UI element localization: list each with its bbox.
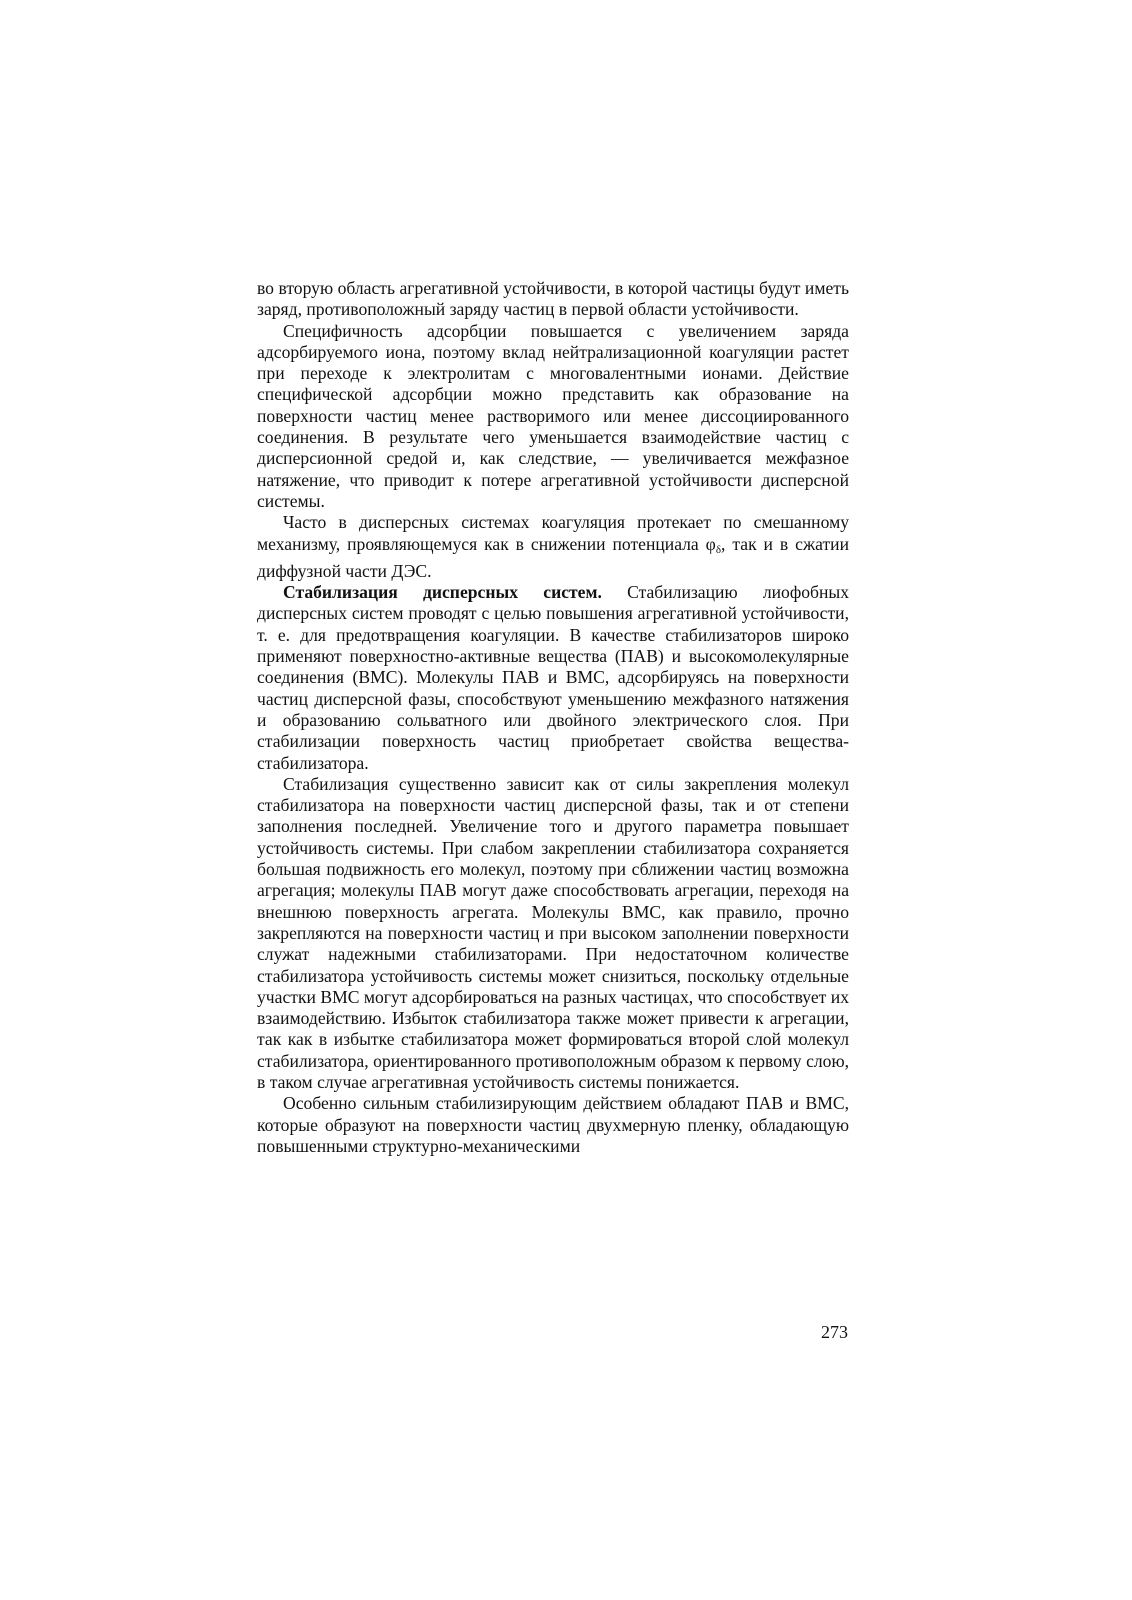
body-text <box>257 278 849 1157</box>
paragraph-stabilizer-binding: Стабилизация существенно зависит как от силы закрепления молекул стабилизатора на поверхности частиц дисперсной фазы, так и от степени заполнения последней. Увеличение того и другого параметра повышает устойчивость системы. При слабом закреплении стабилизатора сохраняется большая подвижность его молекул, поэтому при сближении частиц возможна агрегация; молекулы ПАВ могут даже способствовать агрегации, переходя на внешнюю поверхность агрегата. Молекулы ВМС, как правило, прочно закрепляются на поверхности частиц и при высоком заполнении поверхности служат надежными стабилизаторами. При недостаточном количестве стабилизатора устойчивость системы может снизиться, поскольку отдельные участки ВМС могут адсорбироваться на разных частицах, что способствует их взаимодействию. Избыток стабилизатора также может привести к агрегации, так как в избытке стабилизатора может формироваться второй слой молекул стабилизатора, ориентированного противоположным образом к первому слою, в таком случае агрегативная устойчивость системы понижается. <box>257 773 849 1092</box>
paragraph-strong-stabilization: Особенно сильным стабилизирующим действием обладают ПАВ и ВМС, которые образуют на поверхности частиц двухмерную пленку, обладающую повышенными структурно-механическими <box>257 1093 849 1156</box>
section-heading: Стабилизация дисперсных систем. <box>283 582 602 603</box>
paragraph-mixed-mechanism <box>257 512 849 582</box>
stabilization-text: Стабилизацию лиофобных дисперсных систем проводят с целью повышения агрегативной устойчивости, т. е. для предотвращения коагуляции. В качестве стабилизаторов широко применяют поверхностно-активные вещества (ПАВ) и высокомолекулярные соединения (ВМС). Молекулы ПАВ и ВМС, адсорбируясь на поверхности частиц дисперсной фазы, способствуют уменьшению межфазного натяжения и образованию сольватного или двойного электрического слоя. При стабилизации поверхность частиц приобретает свойства вещества-стабилизатора. <box>257 582 849 773</box>
paragraph-continuation: во вторую область агрегативной устойчивости, в которой частицы будут иметь заряд, противоположный заряду частиц в первой области устойчивости. <box>257 278 849 320</box>
paragraph-specific-adsorption: Специфичность адсорбции повышается с увеличением заряда адсорбируемого иона, поэтому вклад нейтрализационной коагуляции растет при переходе к электролитам с многовалентными ионами. Действие специфической адсорбции можно представить как образование на поверхности частиц менее растворимого или менее диссоциированного соединения. В результате чего уменьшается взаимодействие частиц с дисперсионной средой и, как следствие, — увеличивается межфазное натяжение, что приводит к потере агрегативной устойчивости дисперсной системы. <box>257 320 849 511</box>
paragraph-stabilization <box>257 582 849 774</box>
page-number: 273 <box>821 1322 848 1342</box>
mixed-mechanism-text: Часто в дисперсных системах коагуляция протекает по смешанному механизму, проявляющемуся как в снижении потенциала φ <box>257 512 849 554</box>
potential-subscript: δ <box>715 543 722 556</box>
mixed-mechanism-text-end: , так и в сжатии диффузной части ДЭС. <box>257 533 849 581</box>
